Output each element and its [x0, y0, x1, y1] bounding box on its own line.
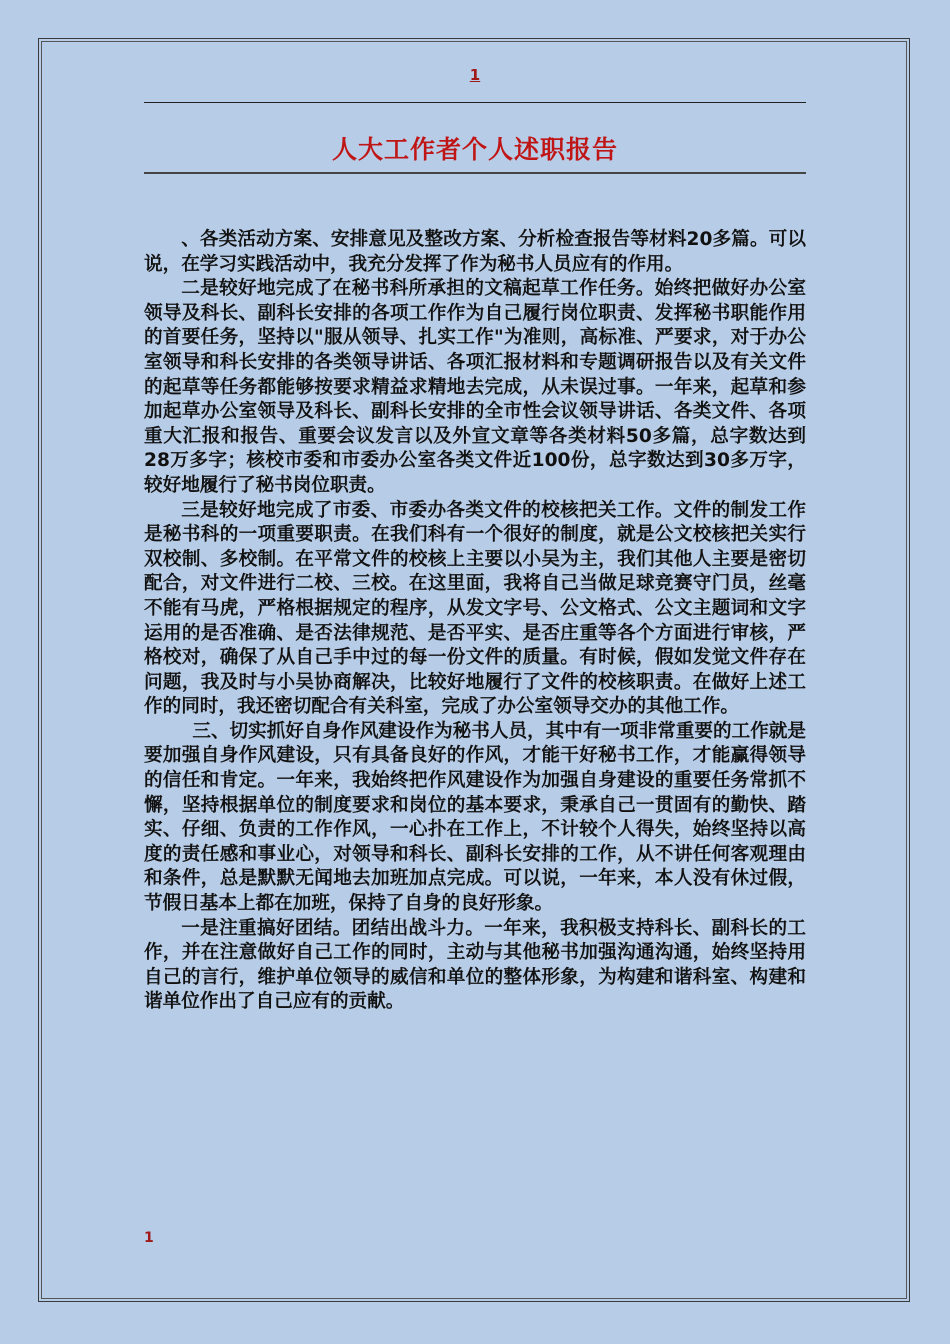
- header-divider: [144, 102, 806, 103]
- paragraph: 一是注重搞好团结。团结出战斗力。一年来，我积极支持科长、副科长的工作，并在注意做好自己工作的同时，主动与其他秘书加强沟通沟通，始终坚持用自己的言行，维护单位领导的威信和单位的整体形象，为构建和谐科室、构建和谐单位作出了自己应有的贡献。: [144, 917, 806, 1013]
- header-page-number-text: 1: [469, 66, 481, 84]
- footer-page-number: 1: [144, 1230, 154, 1246]
- title-divider: [144, 172, 806, 174]
- paragraph: 、各类活动方案、安排意见及整改方案、分析检查报告等材料20多篇。可以说，在学习实践活动中，我充分发挥了作为秘书人员应有的作用。: [144, 229, 806, 275]
- paragraph: 三是较好地完成了市委、市委办各类文件的校核把关工作。文件的制发工作是秘书科的一项重要职责。在我们科有一个很好的制度，就是公文校核把关实行双校制、多校制。在平常文件的校核上主要以小吴为主，我们其他人主要是密切配合，对文件进行二校、三校。在这里面，我将自己当做足球竞赛守门员，丝毫不能有马虎，严格根据规定的程序，从发文字号、公文格式、公文主题词和文字运用的是否准确、是否法律规范、是否平实、是否庄重等各个方面进行审核，严格校对，确保了从自己手中过的每一份文件的质量。有时候，假如发觉文件存在问题，我及时与小吴协商解决，比较好地履行了文件的校核职责。在做好上述工作的同时，我还密切配合有关科室，完成了办公室领导交办的其他工作。: [144, 499, 806, 718]
- document-title: 人大工作者个人述职报告: [331, 135, 618, 164]
- header-page-number: [0, 66, 950, 84]
- paragraph: 三、切实抓好自身作风建设作为秘书人员，其中有一项非常重要的工作就是要加强自身作风建设，只有具备良好的作风，才能干好秘书工作，才能赢得领导的信任和肯定。一年来，我始终把作风建设作为加强自身建设的重要任务常抓不懈，坚持根据单位的制度要求和岗位的基本要求，秉承自己一贯固有的勤快、踏实、仔细、负责的工作作风，一心扑在工作上，不计较个人得失，始终坚持以高度的责任感和事业心，对领导和科长、副科长安排的工作，从不讲任何客观理由和条件，总是默默无闻地去加班加点完成。可以说，一年来，本人没有休过假，节假日基本上都在加班，保持了自身的良好形象。: [144, 720, 806, 915]
- paragraph: 二是较好地完成了在秘书科所承担的文稿起草工作任务。始终把做好办公室领导及科长、副科长安排的各项工作作为自己履行岗位职责、发挥秘书职能作用的首要任务，坚持以"服从领导、扎实工作"为准则，高标准、严要求，对于办公室领导和科长安排的各类领导讲话、各项汇报材料和专题调研报告以及有关文件的起草等任务都能够按要求精益求精地去完成，从未误过事。一年来，起草和参加起草办公室领导及科长、副科长安排的全市性会议领导讲话、各类文件、各项重大汇报和报告、重要会议发言以及外宣文章等各类材料50多篇，总字数达到28万多字；核校市委和市委办公室各类文件近100份，总字数达到30多万字，较好地履行了秘书岗位职责。: [144, 278, 806, 496]
- document-body: [144, 228, 806, 1015]
